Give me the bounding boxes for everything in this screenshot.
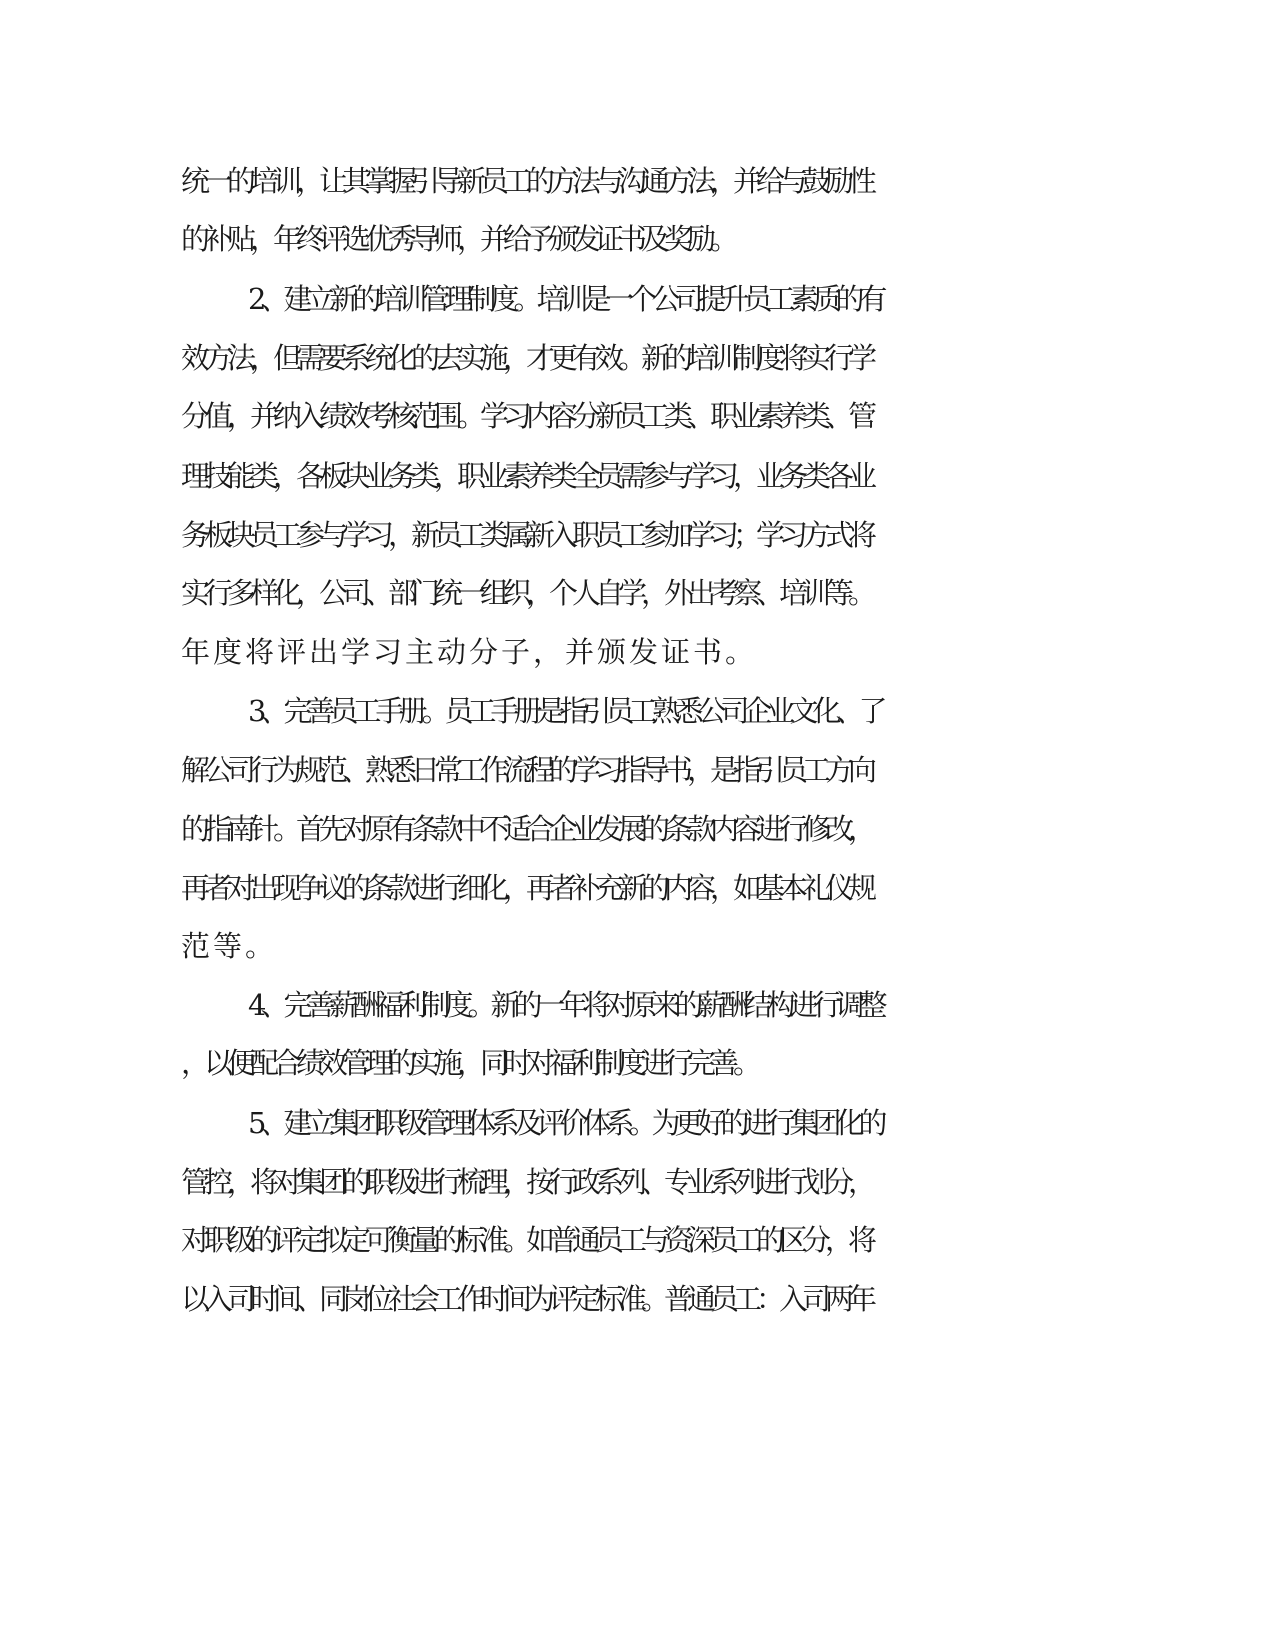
text-line: 2、建立新的培训管理制度。培训是一个公司提升员工素质的有 xyxy=(248,282,882,316)
text-line: 的补贴，年终评选优秀导师，并给予颁发证书及奖励。 xyxy=(181,222,734,256)
text-line: 年度将评出学习主动分子，并颁发证书。 xyxy=(181,635,758,669)
text-line: 务板块员工参与学习，新员工类属新入职员工参加学习；学习方式将 xyxy=(181,518,872,552)
text-line: 3、完善员工手册。员工手册是指引员工熟悉公司企业文化、了 xyxy=(248,694,882,728)
text-line: 5、建立集团职级管理体系及评价体系。为更好的进行集团化的 xyxy=(248,1106,882,1140)
text-line: ，以便配合绩效管理的实施，同时对福利制度进行完善。 xyxy=(181,1046,757,1080)
text-line: 解公司行为规范、熟悉日常工作流程的学习指导书，是指引员工方向 xyxy=(181,753,872,787)
text-line: 分值，并纳入绩效考核范围。学习内容分新员工类、职业素养类、管 xyxy=(181,399,872,433)
text-line: 实行多样化，公司、部门统一组织，个人自学，外出考察、培训等。 xyxy=(181,576,872,610)
text-line: 以入司时间、同岗位社会工作时间为评定标准。普通员工：入司两年 xyxy=(181,1282,872,1316)
text-line: 理技能类，各板块业务类，职业素养类全员需参与学习，业务类各业 xyxy=(181,459,872,493)
text-line: 统一的培训，让其掌握引导新员工的方法与沟通方法，并给与鼓励性 xyxy=(181,164,872,198)
text-line: 再者对出现争议的条款进行细化，再者补充新的内容，如基本礼仪规 xyxy=(181,871,872,905)
text-line: 的指南针。首先对原有条款中不适合企业发展的条款内容进行修改， xyxy=(181,812,872,846)
text-line: 4、完善薪酬福利制度。新的一年将对原来的薪酬结构进行调整 xyxy=(248,988,882,1022)
text-line: 范等。 xyxy=(181,929,278,963)
text-line: 对职级的评定拟定可衡量的标准。如普通员工与资深员工的区分，将 xyxy=(181,1223,872,1257)
text-line: 效方法，但需要系统化的去实施，才更有效。新的培训制度将实行学 xyxy=(181,341,872,375)
text-line: 管控，将对集团的职级进行梳理，按行政系列、专业系列进行划分， xyxy=(181,1165,872,1199)
